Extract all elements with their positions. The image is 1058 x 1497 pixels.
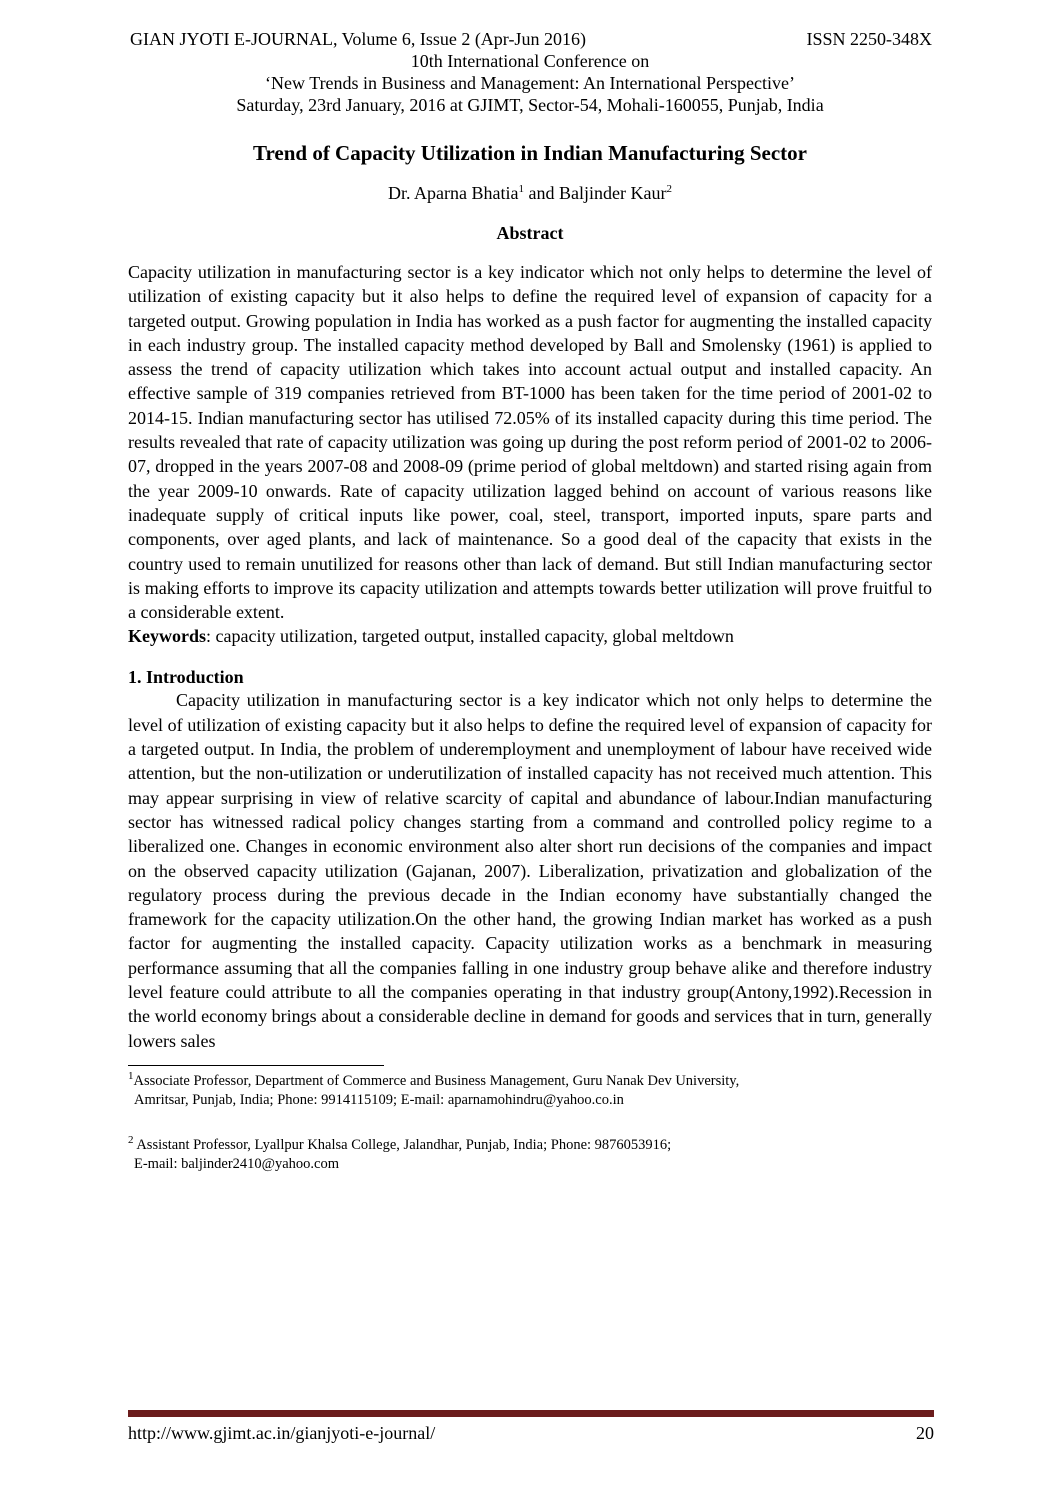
- introduction-heading: 1. Introduction: [128, 667, 244, 688]
- footnote-1-line-1: Associate Professor, Department of Commerce and Business Management, Guru Nanak Dev University,: [133, 1072, 740, 1089]
- author-line: [128, 182, 932, 204]
- footnote-2-mark: 2: [128, 1134, 134, 1147]
- keywords-list: : capacity utilization, targeted output, installed capacity, global meltdown: [206, 626, 734, 647]
- author-2: and Baljinder Kaur: [524, 183, 667, 203]
- conference-line: 10th International Conference on: [410, 51, 650, 71]
- author-1-footnote-mark: 1: [518, 183, 524, 195]
- author-1: Dr. Aparna Bhatia: [388, 183, 519, 203]
- author-2-footnote-mark: 2: [666, 183, 672, 195]
- keywords-label: Keywords: [128, 626, 206, 647]
- paper-page: [128, 28, 932, 1174]
- abstract-text: Capacity utilization in manufacturing sector is a key indicator which not only helps to determine the level of utilization of existing capacity but it also helps to define the required level of expansion of capacity for a targeted output. Growing population in India has worked as a push factor for augmenting the installed capacity in each industry group. The installed capacity method developed by Ball and Smolensky (1961) is applied to assess the trend of capacity utilization which takes into account actual output and installed capacity. An effective sample of 319 companies retrieved from BT-1000 has been taken for the time period of 2001-02 to 2014-15. Indian manufacturing sector has utilised 72.05% of its installed capacity during this time period. The results revealed that rate of capacity utilization was going up during the post reform period of 2001-02 to 2006-07, dropped in the years 2007-08 and 2008-09 (prime period of global meltdown) and started rising again from the year 2009-10 onwards. Rate of capacity utilization lagged behind on account of various reasons like inadequate supply of critical inputs like power, coal, steel, transport, imported inputs, spare parts and components, over aged plants, and lack of maintenance. So a good deal of the capacity that exists in the country used to remain unutilized for reasons other than lack of demand. But still Indian manufacturing sector is making efforts to improve its capacity utilization and attempts towards better utilization will prove fruitful to a considerable extent.: [128, 262, 932, 623]
- keywords: [128, 624, 932, 648]
- footnote-1-mark: 1: [128, 1070, 134, 1083]
- footnote-divider: [128, 1065, 384, 1066]
- issn: ISSN 2250-348X: [806, 29, 932, 49]
- introduction-text: Capacity utilization in manufacturing sector is a key indicator which not only helps to determine the level of utilization of existing capacity but it also helps to define the required level of expansion of capacity for a targeted output. In India, the problem of underemployment and unemployment of labour have received wide attention, but the non-utilization or underutilization of installed capacity has not received much attention. This may appear surprising in view of relative scarcity of capital and abundance of labour.Indian manufacturing sector has witnessed radical policy changes starting from a command and controlled policy regime to a liberalized one. Changes in economic environment also alter short run decisions of the companies and impact on the observed capacity utilization (Gajanan, 2007). Liberalization, privatization and globalization of the regulatory process during the previous decade in the Indian economy have substantially changed the framework for the capacity utilization.On the other hand, the growing Indian market has worked as a push factor for augmenting the installed capacity. Capacity utilization works as a benchmark in measuring performance assuming that all the companies falling in one industry group behave alike and therefore industry level feature could attribute to all the companies operating in that industry group(Antony,1992).Recession in the world economy brings about a considerable decline in demand for goods and services that in turn, generally lowers sales: [128, 690, 932, 1051]
- running-header: [128, 28, 932, 50]
- journal-url[interactable]: http://www.gjimt.ac.in/gianjyoti-e-journal/: [128, 1423, 436, 1443]
- footnote-2-line-1: Assistant Professor, Lyallpur Khalsa College, Jalandhar, Punjab, India; Phone: 9876053916;: [133, 1136, 672, 1153]
- footer-rule: [128, 1410, 934, 1417]
- page-number: 20: [916, 1423, 934, 1443]
- journal-title: GIAN JYOTI E-JOURNAL, Volume 6, Issue 2 (Apr-Jun 2016): [130, 29, 586, 49]
- footnote-2: [128, 1136, 932, 1174]
- footnote-1: [128, 1072, 932, 1110]
- abstract-heading: Abstract: [496, 223, 564, 243]
- paper-title: Trend of Capacity Utilization in Indian Manufacturing Sector: [253, 141, 807, 165]
- page-footer: [128, 1422, 934, 1444]
- conference-theme: ‘New Trends in Business and Management: An International Perspective’: [265, 73, 795, 93]
- footnote-1-line-2: Amritsar, Punjab, India; Phone: 9914115109; E-mail: aparnamohindru@yahoo.co.in: [134, 1091, 624, 1108]
- conference-venue: Saturday, 23rd January, 2016 at GJIMT, Sector-54, Mohali-160055, Punjab, India: [236, 95, 824, 115]
- footnote-2-line-2: E-mail: baljinder2410@yahoo.com: [134, 1155, 340, 1172]
